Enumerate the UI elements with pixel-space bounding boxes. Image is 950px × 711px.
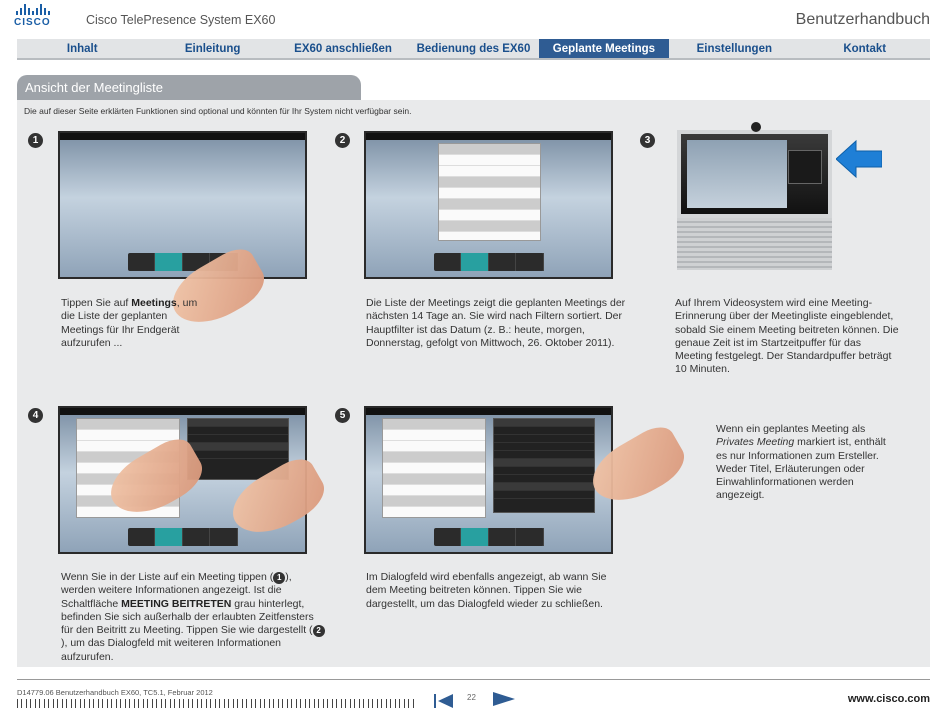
step-2-number: 2 xyxy=(335,133,350,148)
page-number: 22 xyxy=(467,693,476,702)
meeting-list xyxy=(382,418,486,518)
footer-divider xyxy=(17,679,930,680)
screenshot-home xyxy=(58,131,307,279)
status-bar xyxy=(60,408,305,415)
main-nav xyxy=(17,39,930,60)
tab-anschliessen[interactable]: EX60 anschließen xyxy=(294,43,392,55)
meeting-dialog xyxy=(493,418,595,513)
step-2-text: Die Liste der Meetings zeigt die geplanten Meetings der nächsten 14 Tage an. Sie wird nach Filtern sortiert. Der Hauptfilter ist das Datum (z. B.: heute, morgen, Donnerstag, gefolgt von Mittwoch, 26. Oktober 2011). xyxy=(366,297,626,349)
document-id: D14779.06 Benutzerhandbuch EX60, TC5.1, Februar 2012 xyxy=(17,688,213,697)
screenshot-meeting-list xyxy=(364,131,613,279)
dock-bar xyxy=(434,253,544,271)
step-3-text: Auf Ihrem Videosystem wird eine Meeting-Erinnerung über der Meetingliste eingeblendet, sobald Sie einem Meeting beitreten können. Die genaue Zeit ist im Startzeitpuffer für das Meeting festgelegt. Der Standardpuffer beträgt 10 Minuten. xyxy=(675,297,899,376)
dock-bar xyxy=(128,528,238,546)
camera-icon xyxy=(751,122,761,132)
callout-1-icon: 1 xyxy=(273,572,285,584)
tab-einstellungen[interactable]: Einstellungen xyxy=(696,43,773,55)
tab-einleitung[interactable]: Einleitung xyxy=(184,43,241,55)
step-3-number: 3 xyxy=(640,133,655,148)
status-bar xyxy=(366,408,611,415)
next-page-icon[interactable] xyxy=(493,690,515,708)
screenshot-dialog-open xyxy=(364,406,613,554)
step-4-number: 4 xyxy=(28,408,43,423)
product-name: Cisco TelePresence System EX60 xyxy=(86,13,276,27)
manual-title: Benutzerhandbuch xyxy=(795,11,930,28)
tab-kontakt[interactable]: Kontakt xyxy=(843,43,887,55)
dock-bar xyxy=(434,528,544,546)
meeting-reminder xyxy=(788,150,822,184)
arrow-left-icon xyxy=(836,139,882,179)
step-5-text: Im Dialogfeld wird ebenfalls angezeigt, ab wann Sie dem Meeting beitreten können. Tippen Sie wie dargestellt, um das Dialogfeld wieder zu schließen. xyxy=(366,571,607,610)
step-1-number: 1 xyxy=(28,133,43,148)
tab-bedienung[interactable]: Bedienung des EX60 xyxy=(416,43,531,55)
logo-text: CISCO xyxy=(14,17,51,28)
section-title: Ansicht der Meetingliste xyxy=(17,75,361,100)
step-1-text: Tippen Sie auf Meetings, um die Liste der geplanten Meetings für Ihr Endgerät aufzurufen ... xyxy=(61,297,198,349)
ex60-device-image xyxy=(677,126,832,271)
step-4-text: Wenn Sie in der Liste auf ein Meeting tippen ( 1 ), werden weitere Informationen angezeigt. Ist die Schaltfläche MEETING BEITRETEN grau hinterlegt, befinden Sie sich außerhalb der erlaubten Zeitfensters für den Beitritt zu Meeting. Tippen Sie wie dargestellt ( 2), um das Dialogfeld mit weiteren Informationen aufzurufen. xyxy=(61,571,326,664)
private-meeting-note: Wenn ein geplantes Meeting als Privates Meeting markiert ist, enthält es nur Informationen zum Ersteller. Weder Titel, Erläuterungen oder Einwahlinformationen werden angezeigt. xyxy=(716,423,886,502)
barcode xyxy=(17,699,417,708)
tab-inhalt[interactable]: Inhalt xyxy=(66,43,98,55)
tab-geplante-meetings[interactable]: Geplante Meetings xyxy=(539,39,669,58)
meeting-list xyxy=(438,143,541,241)
status-bar xyxy=(366,133,611,140)
step-5-number: 5 xyxy=(335,408,350,423)
cisco-logo xyxy=(14,4,64,28)
callout-2-icon: 2 xyxy=(313,625,325,637)
section-intro: Die auf dieser Seite erklärten Funktionen sind optional und könnten für Ihr System nicht verfügbar sein. xyxy=(24,106,412,116)
speaker-grille xyxy=(677,218,832,270)
website-link[interactable]: www.cisco.com xyxy=(847,693,930,705)
status-bar xyxy=(60,133,305,140)
cisco-bars-icon xyxy=(16,4,64,15)
previous-page-icon[interactable] xyxy=(434,692,454,708)
